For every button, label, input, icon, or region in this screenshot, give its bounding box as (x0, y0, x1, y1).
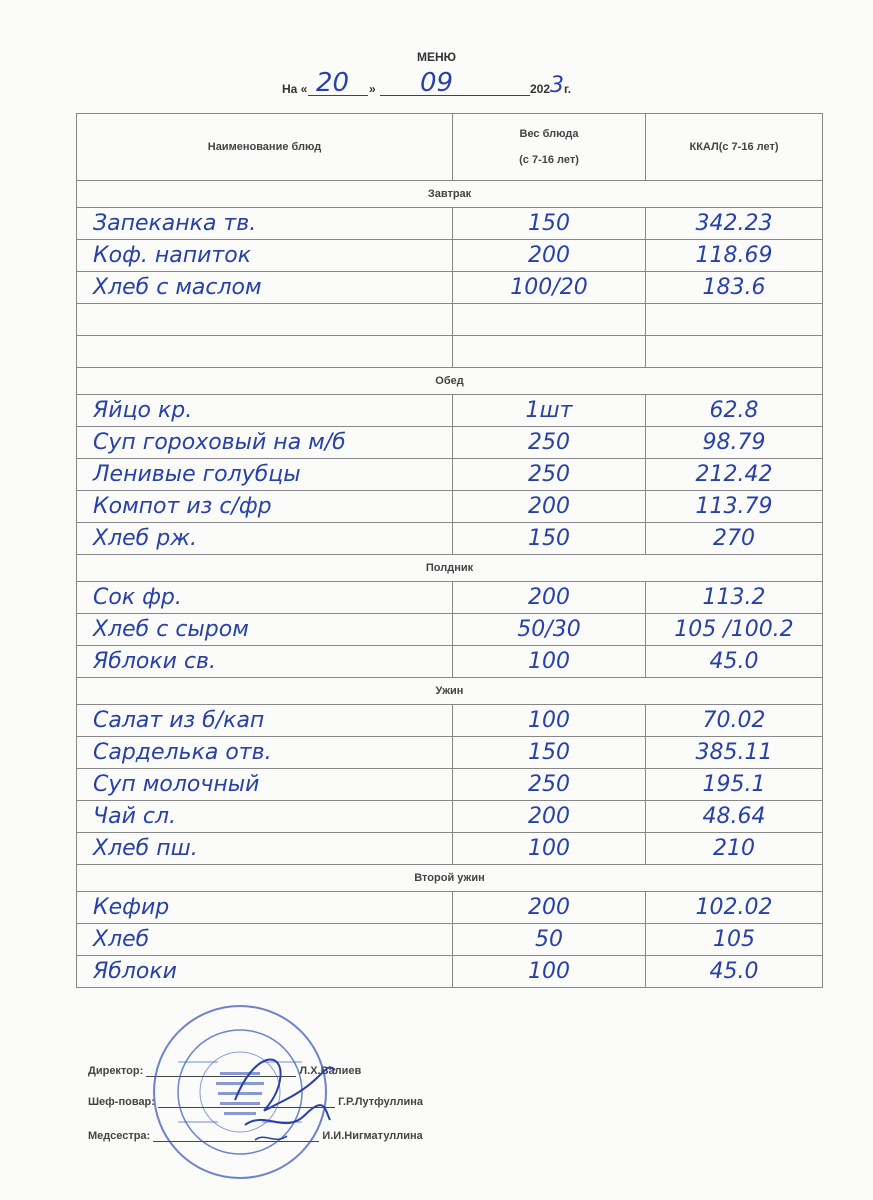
dish-weight-cell: 200 (453, 582, 646, 614)
date-year-suffix: г. (564, 82, 572, 96)
table-row (77, 801, 823, 833)
month-underline (380, 95, 530, 96)
dish-name-cell: Запеканка тв. (77, 208, 453, 240)
dish-kcal-cell: 62.8 (646, 395, 823, 427)
dish-kcal-cell: 48.64 (646, 801, 823, 833)
table-row (77, 208, 823, 240)
date-year-prefix: 202 (530, 82, 551, 96)
dish-kcal-cell: 212.42 (646, 459, 823, 491)
menu-table (76, 113, 823, 988)
dish-weight-cell: 50 (453, 924, 646, 956)
section-title: Завтрак (77, 181, 823, 208)
dish-weight-cell (453, 336, 646, 368)
dish-name-cell: Коф. напиток (77, 240, 453, 272)
dish-kcal-cell: 270 (646, 523, 823, 555)
dish-name-cell: Яблоки св. (77, 646, 453, 678)
section-header-row (77, 865, 823, 892)
dish-name-cell: Компот из с/фр (77, 491, 453, 523)
dish-name-cell (77, 336, 453, 368)
table-row (77, 459, 823, 491)
dish-name-cell: Хлеб (77, 924, 453, 956)
dish-name-cell (77, 304, 453, 336)
table-header-row (77, 114, 823, 181)
dish-name-cell: Сарделька отв. (77, 737, 453, 769)
dish-weight-cell (453, 304, 646, 336)
dish-weight-cell: 1шт (453, 395, 646, 427)
table-row (77, 646, 823, 678)
dish-weight-cell: 150 (453, 208, 646, 240)
dish-kcal-cell: 210 (646, 833, 823, 865)
dish-name-cell: Хлеб пш. (77, 833, 453, 865)
table-row (77, 833, 823, 865)
dish-weight-cell: 200 (453, 491, 646, 523)
dish-weight-cell: 50/30 (453, 614, 646, 646)
section-title: Полдник (77, 555, 823, 582)
dish-name-cell: Салат из б/кап (77, 705, 453, 737)
section-title: Обед (77, 368, 823, 395)
dish-name-cell: Ленивые голубцы (77, 459, 453, 491)
sig-name: Г.Р.Лутфуллина (338, 1096, 424, 1108)
dish-kcal-cell (646, 336, 823, 368)
dish-name-cell: Хлеб с сыром (77, 614, 453, 646)
table-row (77, 614, 823, 646)
dish-name-cell: Хлеб рж. (77, 523, 453, 555)
sig-name: И.И.Нигматуллина (322, 1130, 423, 1142)
dish-weight-cell: 100 (453, 646, 646, 678)
col-kcal: ККАЛ(с 7-16 лет) (646, 114, 823, 181)
table-row (77, 395, 823, 427)
dish-kcal-cell: 195.1 (646, 769, 823, 801)
date-day: 20 (316, 68, 350, 98)
section-header-row (77, 368, 823, 395)
dish-weight-cell: 250 (453, 769, 646, 801)
dish-kcal-cell: 105 /100.2 (646, 614, 823, 646)
dish-weight-cell: 250 (453, 427, 646, 459)
dish-kcal-cell: 98.79 (646, 427, 823, 459)
menu-date (270, 68, 610, 100)
handwritten-signature (225, 1040, 345, 1150)
dish-name-cell: Чай сл. (77, 801, 453, 833)
col-dish-name: Наименование блюд (77, 114, 453, 181)
table-row (77, 523, 823, 555)
table-row (77, 892, 823, 924)
col-weight (453, 114, 646, 181)
dish-name-cell: Хлеб с маслом (77, 272, 453, 304)
section-header-row (77, 678, 823, 705)
dish-weight-cell: 200 (453, 240, 646, 272)
dish-kcal-cell: 45.0 (646, 646, 823, 678)
dish-weight-cell: 100 (453, 833, 646, 865)
table-row (77, 427, 823, 459)
sig-role: Шеф-повар: (88, 1096, 155, 1108)
sig-role: Директор: (88, 1065, 144, 1077)
date-prefix: На « (282, 82, 308, 96)
table-row (77, 336, 823, 368)
dish-kcal-cell: 183.6 (646, 272, 823, 304)
date-mid: » (369, 82, 376, 96)
table-row (77, 304, 823, 336)
dish-name-cell: Суп молочный (77, 769, 453, 801)
dish-weight-cell: 100 (453, 956, 646, 988)
date-month: 09 (420, 68, 454, 98)
dish-kcal-cell: 102.02 (646, 892, 823, 924)
dish-kcal-cell: 118.69 (646, 240, 823, 272)
dish-kcal-cell: 342.23 (646, 208, 823, 240)
col-weight-label: Вес блюда (519, 128, 579, 140)
dish-kcal-cell: 113.79 (646, 491, 823, 523)
dish-kcal-cell: 113.2 (646, 582, 823, 614)
table-row (77, 491, 823, 523)
dish-kcal-cell: 70.02 (646, 705, 823, 737)
sig-role: Медсестра: (88, 1130, 151, 1142)
dish-weight-cell: 200 (453, 801, 646, 833)
section-title: Ужин (77, 678, 823, 705)
section-title: Второй ужин (77, 865, 823, 892)
table-row (77, 272, 823, 304)
dish-weight-cell: 250 (453, 459, 646, 491)
dish-kcal-cell: 105 (646, 924, 823, 956)
table-row (77, 582, 823, 614)
dish-weight-cell: 200 (453, 892, 646, 924)
dish-name-cell: Суп гороховый на м/б (77, 427, 453, 459)
dish-weight-cell: 150 (453, 737, 646, 769)
menu-title: МЕНЮ (416, 50, 457, 64)
col-weight-age: (с 7-16 лет) (519, 154, 579, 166)
dish-kcal-cell: 45.0 (646, 956, 823, 988)
table-row (77, 737, 823, 769)
dish-name-cell: Сок фр. (77, 582, 453, 614)
table-row (77, 769, 823, 801)
table-row (77, 924, 823, 956)
date-year-digit: 3 (550, 73, 564, 98)
dish-weight-cell: 150 (453, 523, 646, 555)
dish-kcal-cell (646, 304, 823, 336)
dish-weight-cell: 100 (453, 705, 646, 737)
table-row (77, 240, 823, 272)
table-row (77, 956, 823, 988)
dish-kcal-cell: 385.11 (646, 737, 823, 769)
section-header-row (77, 555, 823, 582)
dish-weight-cell: 100/20 (453, 272, 646, 304)
table-row (77, 705, 823, 737)
dish-name-cell: Яблоки (77, 956, 453, 988)
sig-name: Л.Х.Валиев (299, 1065, 362, 1077)
section-header-row (77, 181, 823, 208)
dish-name-cell: Кефир (77, 892, 453, 924)
dish-name-cell: Яйцо кр. (77, 395, 453, 427)
